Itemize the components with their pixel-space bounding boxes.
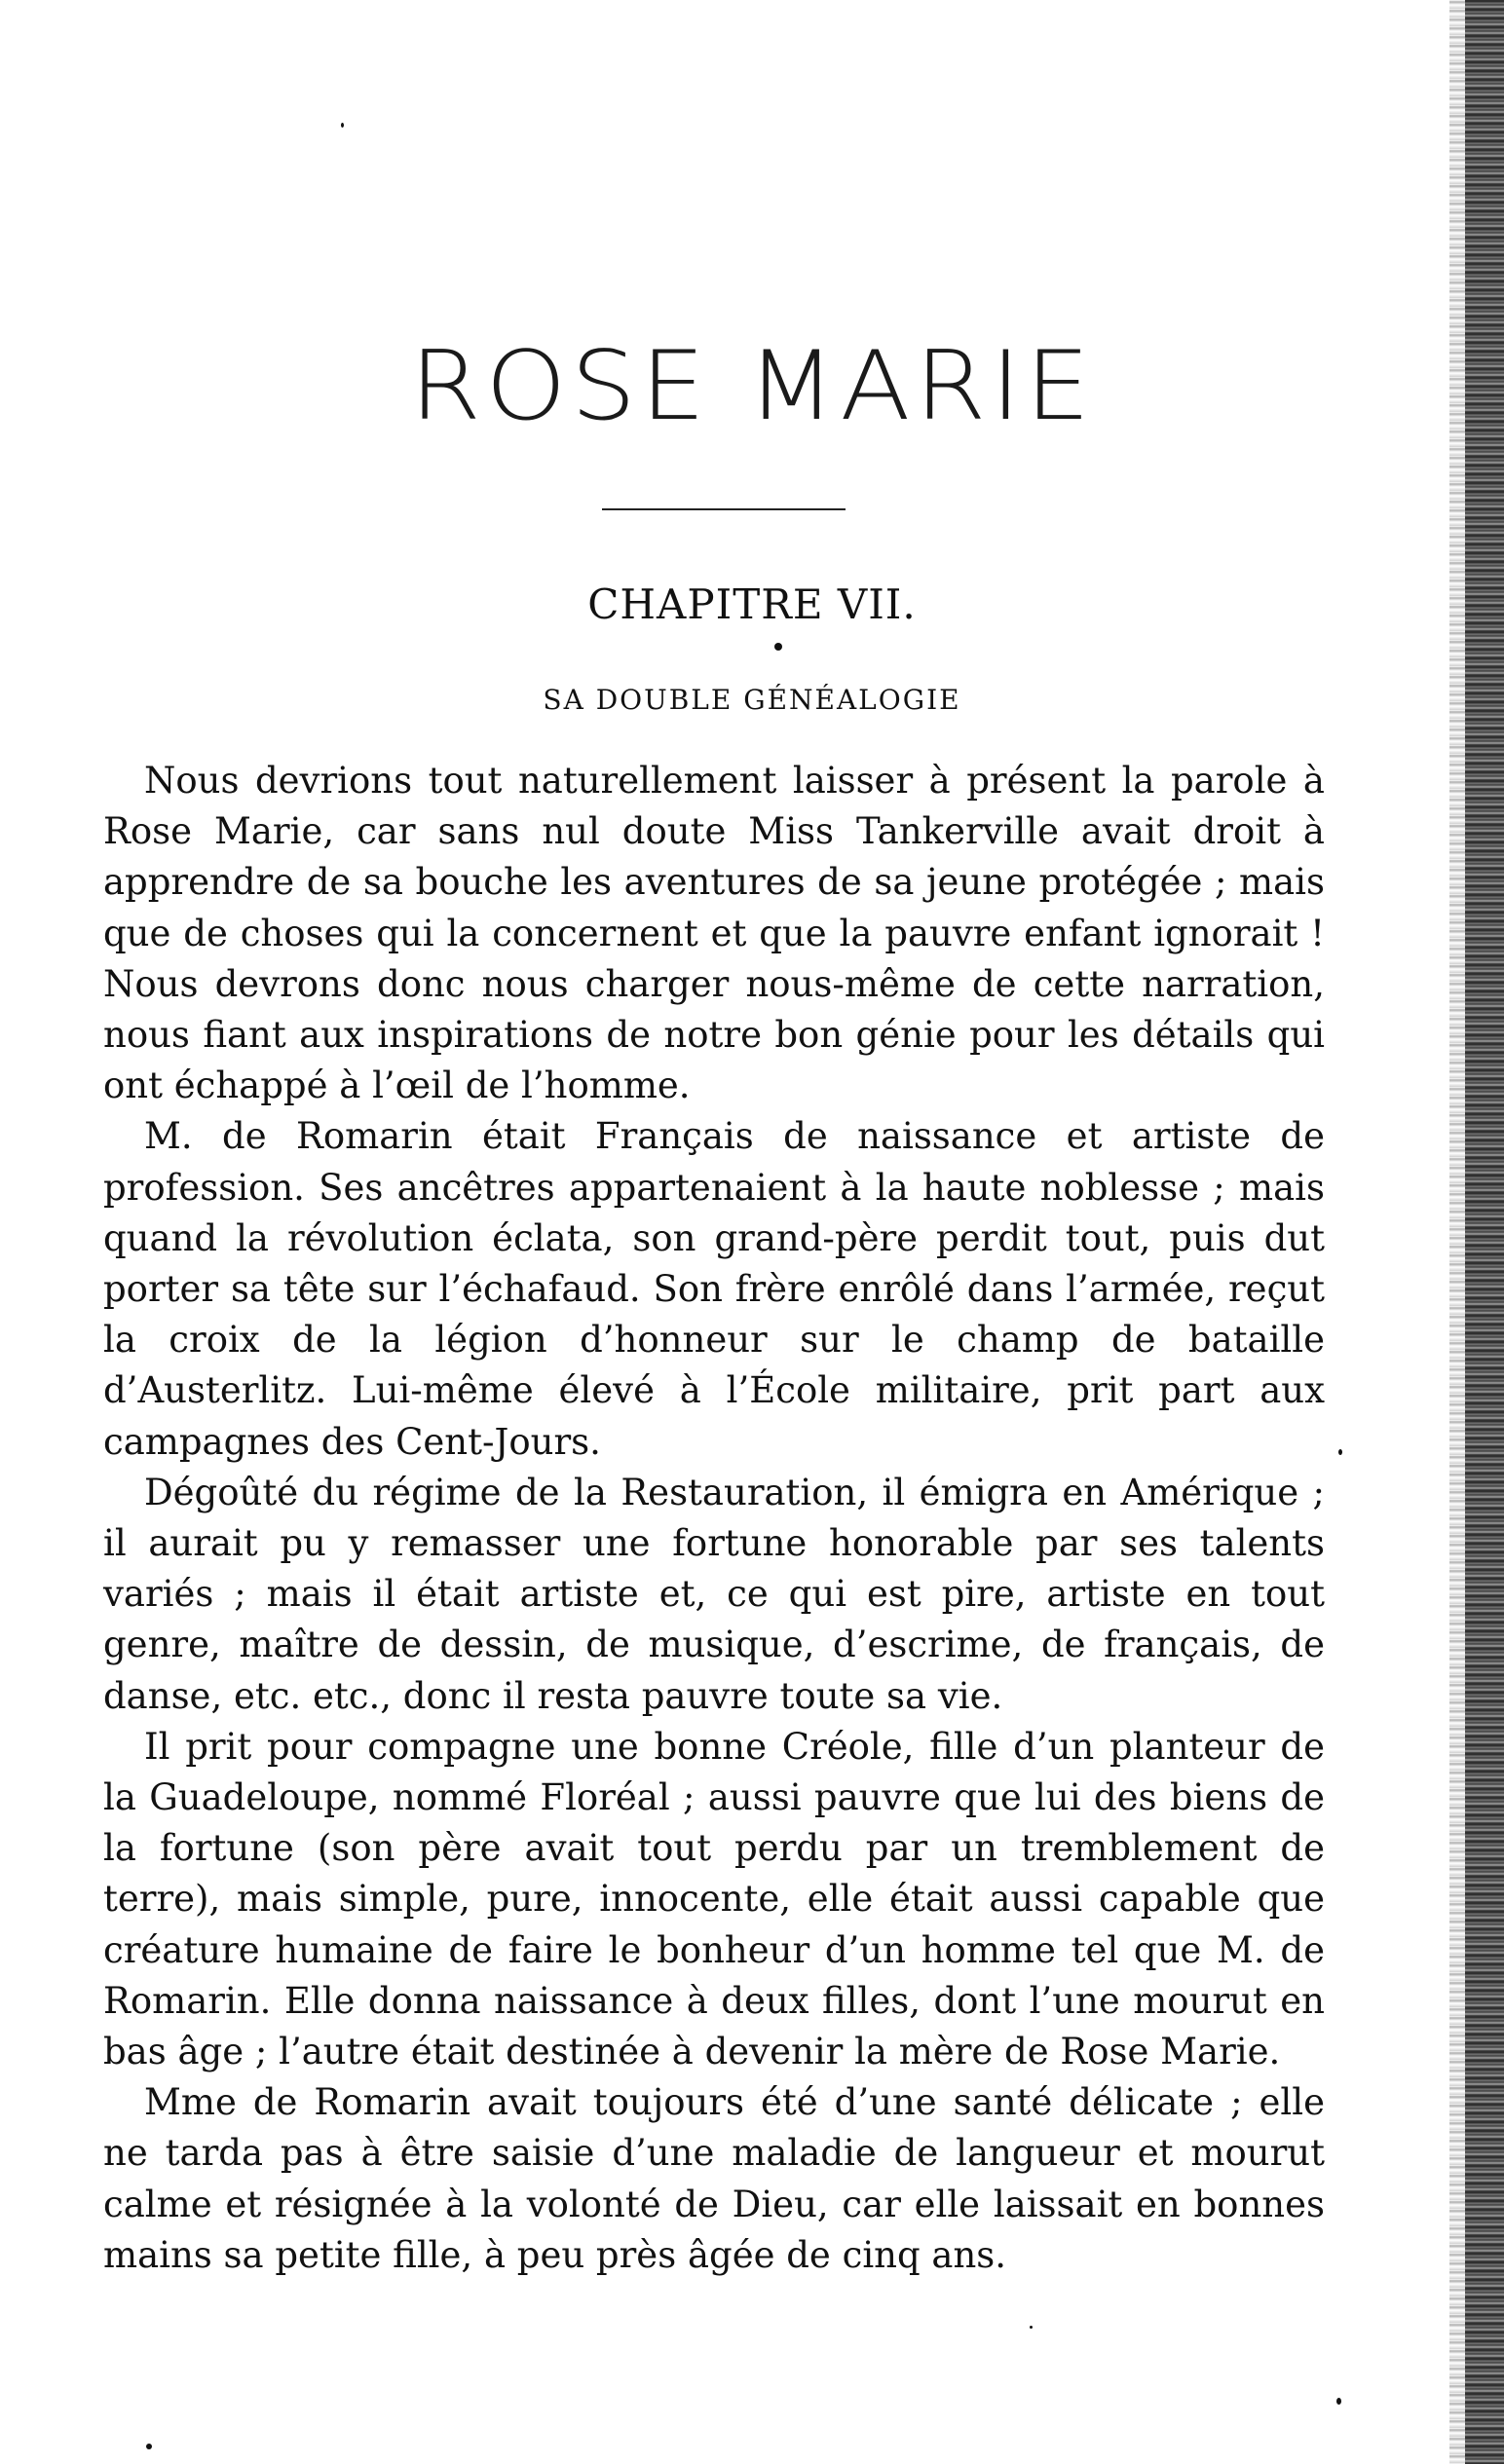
paragraph: Mme de Romarin avait toujours été d’une santé délicate ; elle ne tarda pas à être saisie d’une maladie de langueur et mourut calme et résignée à la volonté de Dieu, car elle laissait en bonnes mains sa petite fille, à peu près âgée de cinq ans. <box>103 2081 1325 2276</box>
paragraph: Dégoûté du régime de la Restauration, il émigra en Amérique ; il aurait pu y remasser une fortune honorable par ses talents variés ; mais il était artiste et, ce qui est pire, artiste en tout genre, maître de dessin, de musique, d’escrime, de français, de danse, etc. etc., donc il resta pauvre toute sa vie. <box>103 1471 1325 1717</box>
title-rule <box>602 508 846 510</box>
chapter-subtitle: SA DOUBLE GÉNÉALOGIE <box>543 684 961 716</box>
paragraph: Nous devrions tout naturellement laisser à présent la parole à Rose Marie, car sans nul doute Miss Tankerville avait droit à apprendre de sa bouche les aventures de sa jeune protégée ; mais que de choses qui la concernent et que la pauvre enfant ignorait ! Nous devrons donc nous charger nous-même de cette narration, nous fiant aux inspirations de notre bon génie pour les détails qui ont échappé à l’œil de l’homme. <box>103 760 1325 1107</box>
scan-speck <box>1338 1449 1342 1455</box>
scan-speck <box>146 2444 152 2449</box>
ornament-dot <box>774 643 782 651</box>
scan-speck <box>341 123 344 128</box>
paragraph: M. de Romarin était Français de naissance et artiste de profession. Ses ancêtres appartenaient à la haute noblesse ; mais quand la révolution éclata, son grand-père perdit tout, puis dut porter sa tête sur l’échafaud. Son frère enrôlé dans l’armée, reçut la croix de la légion d’honneur sur le champ de bataille d’Austerlitz. Lui-même élevé à l’École militaire, prit part aux campagnes des Cent-Jours. <box>103 1115 1325 1463</box>
scan-speck <box>1336 2398 1341 2405</box>
chapter-title: CHAPITRE VII. <box>587 580 917 628</box>
body-text <box>103 756 1325 2281</box>
scan-speck <box>1030 2326 1033 2329</box>
paragraph: Il prit pour compagne une bonne Créole, fille d’un planteur de la Guadeloupe, nommé Floréal ; aussi pauvre que lui des biens de la fortune (son père avait tout perdu par un tremblement de terre), mais simple, pure, innocente, elle était aussi capable que créature humaine de faire le bonheur d’un homme tel que M. de Romarin. Elle donna naissance à deux filles, dont l’une mourut en bas âge ; l’autre était destinée à devenir la mère de Rose Marie. <box>103 1725 1325 2073</box>
running-title: ROSE MARIE <box>409 331 1095 442</box>
